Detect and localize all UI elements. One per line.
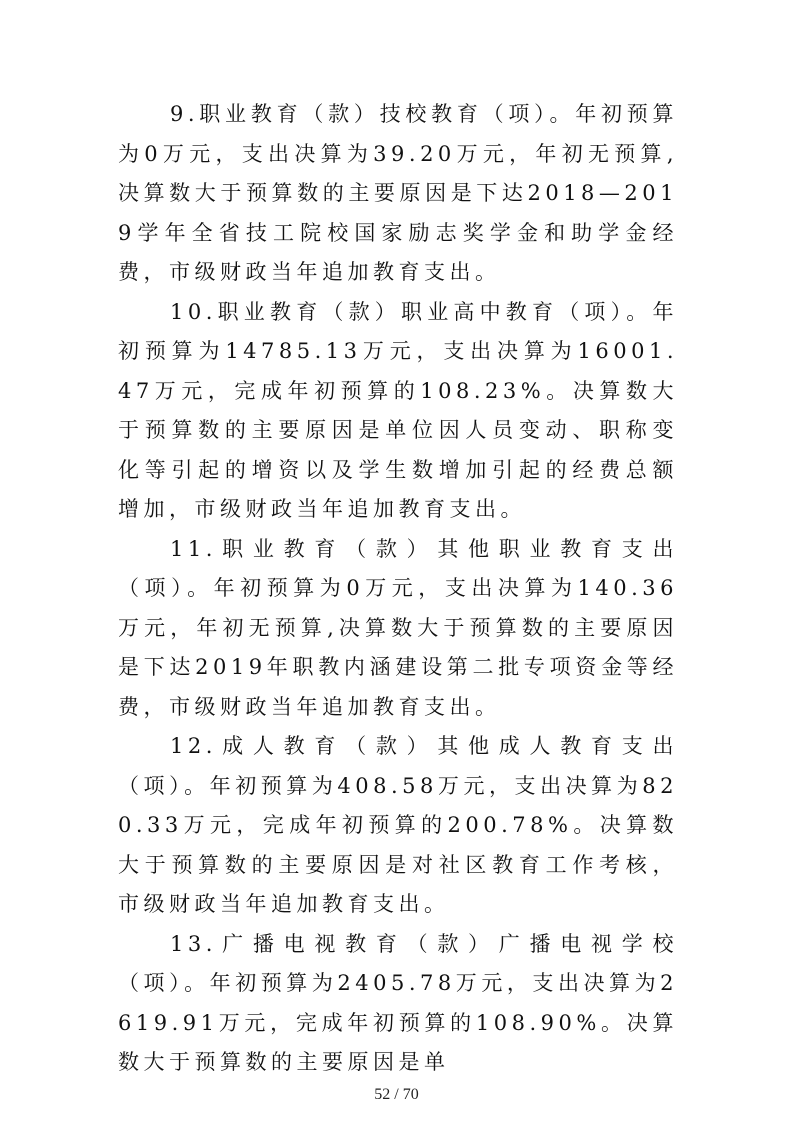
page-number: 52 / 70: [374, 1086, 419, 1103]
page-body: [118, 95, 678, 1083]
paragraph-item-10: 10.职业教育（款）职业高中教育（项）。年初预算为14785.13万元，支出决算为16001.47万元，完成年初预算的108.23%。决算数大于预算数的主要原因是单位因人员变动、职称变化等引起的增资以及学生数增加引起的经费总额增加，市级财政当年追加教育支出。: [118, 299, 678, 521]
paragraph-item-13: 13.广播电视教育（款）广播电视学校（项）。年初预算为2405.78万元，支出决算为2619.91万元，完成年初预算的108.90%。决算数大于预算数的主要原因是单: [118, 931, 678, 1074]
paragraph-item-9: 9.职业教育（款）技校教育（项）。年初预算为0万元，支出决算为39.20万元，年初无预算,决算数大于预算数的主要原因是下达2018—2019学年全省技工院校国家励志奖学金和助学金经费，市级财政当年追加教育支出。: [118, 102, 678, 284]
paragraph-item-11: 11.职业教育（款）其他职业教育支出（项）。年初预算为0万元，支出决算为140.36万元，年初无预算,决算数大于预算数的主要原因是下达2019年职教内涵建设第二批专项资金等经费，市级财政当年追加教育支出。: [118, 536, 678, 719]
paragraph-item-12: 12.成人教育（款）其他成人教育支出（项）。年初预算为408.58万元，支出决算为820.33万元，完成年初预算的200.78%。决算数大于预算数的主要原因是对社区教育工作考核，市级财政当年追加教育支出。: [118, 734, 678, 916]
